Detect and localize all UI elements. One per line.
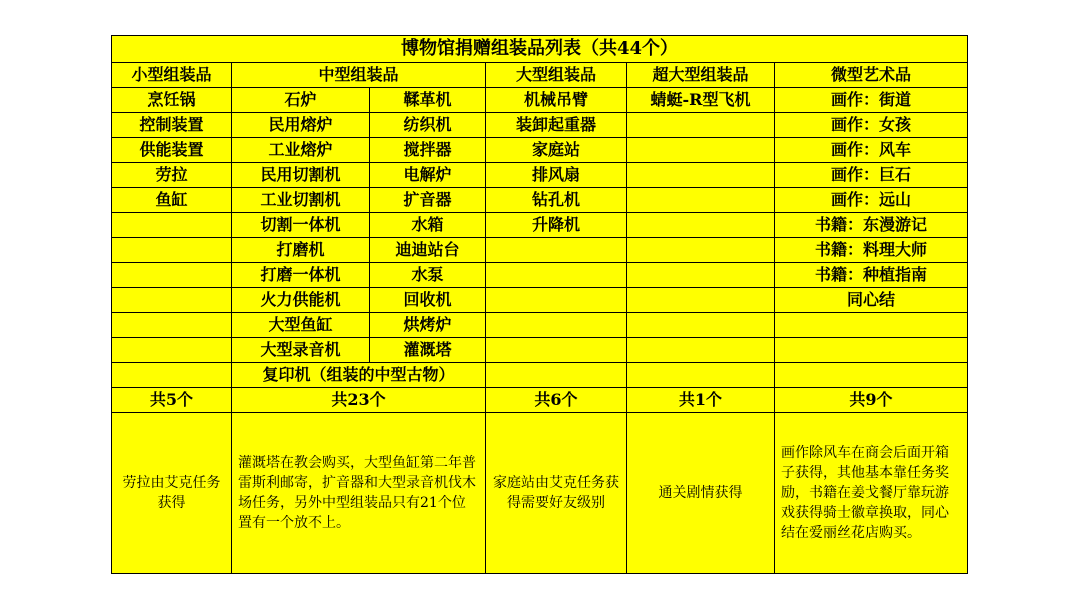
total-micro: 共9个 — [775, 388, 968, 413]
cell-small: 供能装置 — [112, 138, 232, 163]
notes-row — [112, 413, 968, 574]
cell-micro: 画作：风车 — [775, 138, 968, 163]
cell-medium-1: 工业切割机 — [232, 188, 370, 213]
cell-small: 劳拉 — [112, 163, 232, 188]
cell-medium-extra: 复印机（组装的中型古物） — [232, 363, 486, 388]
table-row — [112, 138, 968, 163]
cell-medium-1: 打磨一体机 — [232, 263, 370, 288]
cell-medium-2: 烘烤炉 — [370, 313, 486, 338]
cell-small: 烹饪锅 — [112, 88, 232, 113]
cell-small — [112, 313, 232, 338]
table-title: 博物馆捐赠组装品列表（共44个） — [112, 36, 968, 63]
cell-micro: 同心结 — [775, 288, 968, 313]
cell-micro: 画作：远山 — [775, 188, 968, 213]
cell-large: 家庭站 — [486, 138, 627, 163]
cell-large — [486, 313, 627, 338]
cell-xlarge — [627, 138, 775, 163]
note-xlarge: 通关剧情获得 — [627, 413, 775, 574]
cell-small — [112, 213, 232, 238]
cell-medium-1: 工业熔炉 — [232, 138, 370, 163]
cell-medium-1: 石炉 — [232, 88, 370, 113]
cell-medium-2: 扩音器 — [370, 188, 486, 213]
cell-medium-2: 水泵 — [370, 263, 486, 288]
cell-xlarge — [627, 313, 775, 338]
cell-micro — [775, 338, 968, 363]
cell-micro: 画作：巨石 — [775, 163, 968, 188]
cell-medium-1: 大型鱼缸 — [232, 313, 370, 338]
cell-medium-1: 民用切割机 — [232, 163, 370, 188]
cell-medium-2: 搅拌器 — [370, 138, 486, 163]
total-xlarge: 共1个 — [627, 388, 775, 413]
cell-small — [112, 263, 232, 288]
total-large: 共6个 — [486, 388, 627, 413]
cell-medium-1: 打磨机 — [232, 238, 370, 263]
note-medium: 灌溉塔在教会购买，大型鱼缸第二年普雷斯利邮寄，扩音器和大型录音机伐木场任务，另外中型组装品只有21个位置有一个放不上。 — [232, 413, 486, 574]
cell-xlarge: 蜻蜓-R型飞机 — [627, 88, 775, 113]
cell-medium-2: 电解炉 — [370, 163, 486, 188]
header-medium: 中型组装品 — [232, 63, 486, 88]
table-row — [112, 338, 968, 363]
cell-micro: 书籍：东漫游记 — [775, 213, 968, 238]
cell-large — [486, 363, 627, 388]
cell-large: 装卸起重器 — [486, 113, 627, 138]
table-row — [112, 313, 968, 338]
cell-medium-1: 民用熔炉 — [232, 113, 370, 138]
note-large: 家庭站由艾克任务获得需要好友级别 — [486, 413, 627, 574]
total-small: 共5个 — [112, 388, 232, 413]
header-large: 大型组装品 — [486, 63, 627, 88]
cell-small — [112, 288, 232, 313]
cell-xlarge — [627, 113, 775, 138]
cell-medium-2: 回收机 — [370, 288, 486, 313]
cell-small — [112, 338, 232, 363]
title-row — [112, 36, 968, 63]
cell-medium-1: 火力供能机 — [232, 288, 370, 313]
cell-large — [486, 338, 627, 363]
cell-medium-2: 鞣革机 — [370, 88, 486, 113]
header-xlarge: 超大型组装品 — [627, 63, 775, 88]
table-row — [112, 113, 968, 138]
cell-micro: 画作：女孩 — [775, 113, 968, 138]
table-row — [112, 163, 968, 188]
header-micro: 微型艺术品 — [775, 63, 968, 88]
table-row — [112, 238, 968, 263]
cell-medium-2: 灌溉塔 — [370, 338, 486, 363]
cell-medium-2: 纺织机 — [370, 113, 486, 138]
cell-xlarge — [627, 163, 775, 188]
cell-medium-2: 迪迪站台 — [370, 238, 486, 263]
cell-xlarge — [627, 188, 775, 213]
note-micro: 画作除风车在商会后面开箱子获得，其他基本靠任务奖励，书籍在姜戈餐厅靠玩游戏获得骑士徽章换取，同心结在爱丽丝花店购买。 — [775, 413, 968, 574]
table-row — [112, 188, 968, 213]
header-small: 小型组装品 — [112, 63, 232, 88]
table-row — [112, 88, 968, 113]
header-row — [112, 63, 968, 88]
cell-large — [486, 238, 627, 263]
table-row — [112, 213, 968, 238]
cell-large: 钻孔机 — [486, 188, 627, 213]
totals-row — [112, 388, 968, 413]
table-row — [112, 288, 968, 313]
cell-large — [486, 263, 627, 288]
note-small: 劳拉由艾克任务获得 — [112, 413, 232, 574]
total-medium: 共23个 — [232, 388, 486, 413]
cell-large: 机械吊臂 — [486, 88, 627, 113]
cell-micro — [775, 313, 968, 338]
museum-donation-table — [111, 35, 968, 574]
table-row — [112, 363, 968, 388]
cell-xlarge — [627, 238, 775, 263]
cell-xlarge — [627, 288, 775, 313]
cell-medium-1: 切割一体机 — [232, 213, 370, 238]
cell-small — [112, 238, 232, 263]
cell-xlarge — [627, 363, 775, 388]
cell-micro: 书籍：种植指南 — [775, 263, 968, 288]
cell-xlarge — [627, 263, 775, 288]
cell-micro: 画作：街道 — [775, 88, 968, 113]
cell-xlarge — [627, 213, 775, 238]
cell-large: 排风扇 — [486, 163, 627, 188]
cell-micro: 书籍：料理大师 — [775, 238, 968, 263]
cell-small: 控制装置 — [112, 113, 232, 138]
cell-small — [112, 363, 232, 388]
cell-large: 升降机 — [486, 213, 627, 238]
cell-small: 鱼缸 — [112, 188, 232, 213]
cell-medium-1: 大型录音机 — [232, 338, 370, 363]
table-row — [112, 263, 968, 288]
cell-medium-2: 水箱 — [370, 213, 486, 238]
cell-xlarge — [627, 338, 775, 363]
cell-micro — [775, 363, 968, 388]
cell-large — [486, 288, 627, 313]
